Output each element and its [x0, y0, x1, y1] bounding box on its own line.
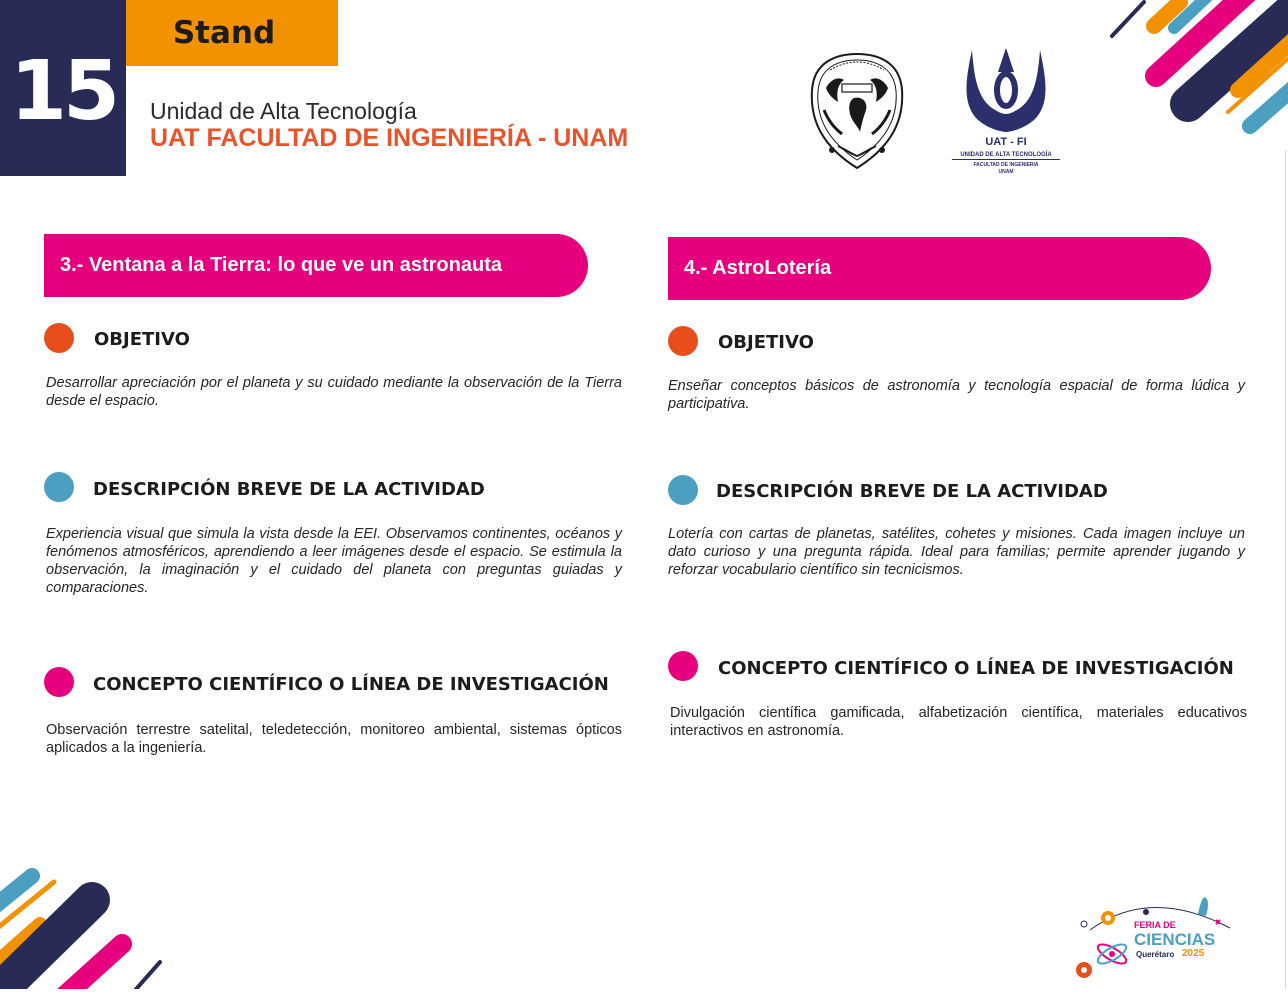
activity-4-concept: Divulgación científica gamificada, alfabetización científica, materiales educativos interactivos en astronomía.	[670, 705, 1247, 739]
activity-3-description-heading: DESCRIPCIÓN BREVE DE LA ACTIVIDAD	[93, 479, 485, 500]
activity-4-title: 4.- AstroLotería	[668, 237, 1211, 300]
unit-org: UAT FACULTAD DE INGENIERÍA - UNAM	[150, 124, 629, 152]
uat-fi-logo	[952, 44, 1060, 176]
activity-4-description: Lotería con cartas de planetas, satélites, cohetes y misiones. Cada imagen incluye un dato curioso y una pregunta rápida. Ideal para familias; permite aprender jugando y reforzar vocabulario científico sin tecnicismos.	[668, 526, 1245, 578]
feria-line3: Querétaro	[1136, 950, 1175, 959]
concept-bullet-icon	[44, 667, 74, 697]
unam-seal-logo	[808, 50, 906, 172]
activity-3-objective: Desarrollar apreciación por el planeta y su cuidado mediante la observación de la Tierra desde el espacio.	[46, 375, 622, 409]
feria-ciencias-logo	[1070, 890, 1240, 986]
description-bullet-icon	[44, 472, 74, 502]
objective-bullet-icon	[668, 326, 698, 356]
activity-4-description-heading: DESCRIPCIÓN BREVE DE LA ACTIVIDAD	[716, 481, 1108, 502]
uat-logo-line2: FACULTAD DE INGENIERIA	[973, 162, 1039, 168]
concept-bullet-icon	[668, 651, 698, 681]
decorative-stripes-top	[1100, 0, 1288, 145]
activity-3-concept-heading: CONCEPTO CIENTÍFICO O LÍNEA DE INVESTIGACIÓN	[93, 674, 609, 695]
uat-emblem-icon	[952, 44, 1060, 136]
uat-logo-title: UAT - FI	[985, 136, 1027, 148]
uat-logo-line1: UNIDAD DE ALTA TECNOLOGÍA	[952, 152, 1060, 160]
stand-number: 15	[0, 0, 126, 176]
decorative-stripes-bottom	[0, 860, 170, 989]
activity-4-concept-heading: CONCEPTO CIENTÍFICO O LÍNEA DE INVESTIGACIÓN	[718, 658, 1234, 679]
objective-bullet-icon	[44, 323, 74, 353]
feria-year: 2025	[1182, 948, 1205, 959]
activity-4-objective: Enseñar conceptos básicos de astronomía y tecnología espacial de forma lúdica y participativa.	[668, 378, 1245, 412]
description-bullet-icon	[668, 475, 698, 505]
stand-label: Stand	[126, 0, 338, 66]
feria-line2: CIENCIAS	[1134, 930, 1216, 949]
activity-3-concept: Observación terrestre satelital, teledetección, monitoreo ambiental, sistemas ópticos aplicados a la ingeniería.	[46, 722, 622, 756]
activity-3-title: 3.- Ventana a la Tierra: lo que ve un astronauta	[44, 234, 588, 297]
activity-3-description: Experiencia visual que simula la vista desde la EEI. Observamos continentes, océanos y fenómenos atmosféricos, aprendiendo a leer imágenes desde el espacio. Se estimula la observación, la imaginación y el cuidado del planeta con preguntas guiadas y comparaciones.	[46, 526, 622, 596]
unit-name: Unidad de Alta Tecnología	[150, 98, 417, 124]
activity-4-objective-heading: OBJETIVO	[718, 332, 814, 353]
page-edge-line	[1285, 150, 1286, 989]
uat-logo-line3: UNAM	[998, 169, 1014, 175]
feria-line1: FERIA DE	[1134, 920, 1176, 930]
activity-3-objective-heading: OBJETIVO	[94, 329, 190, 350]
